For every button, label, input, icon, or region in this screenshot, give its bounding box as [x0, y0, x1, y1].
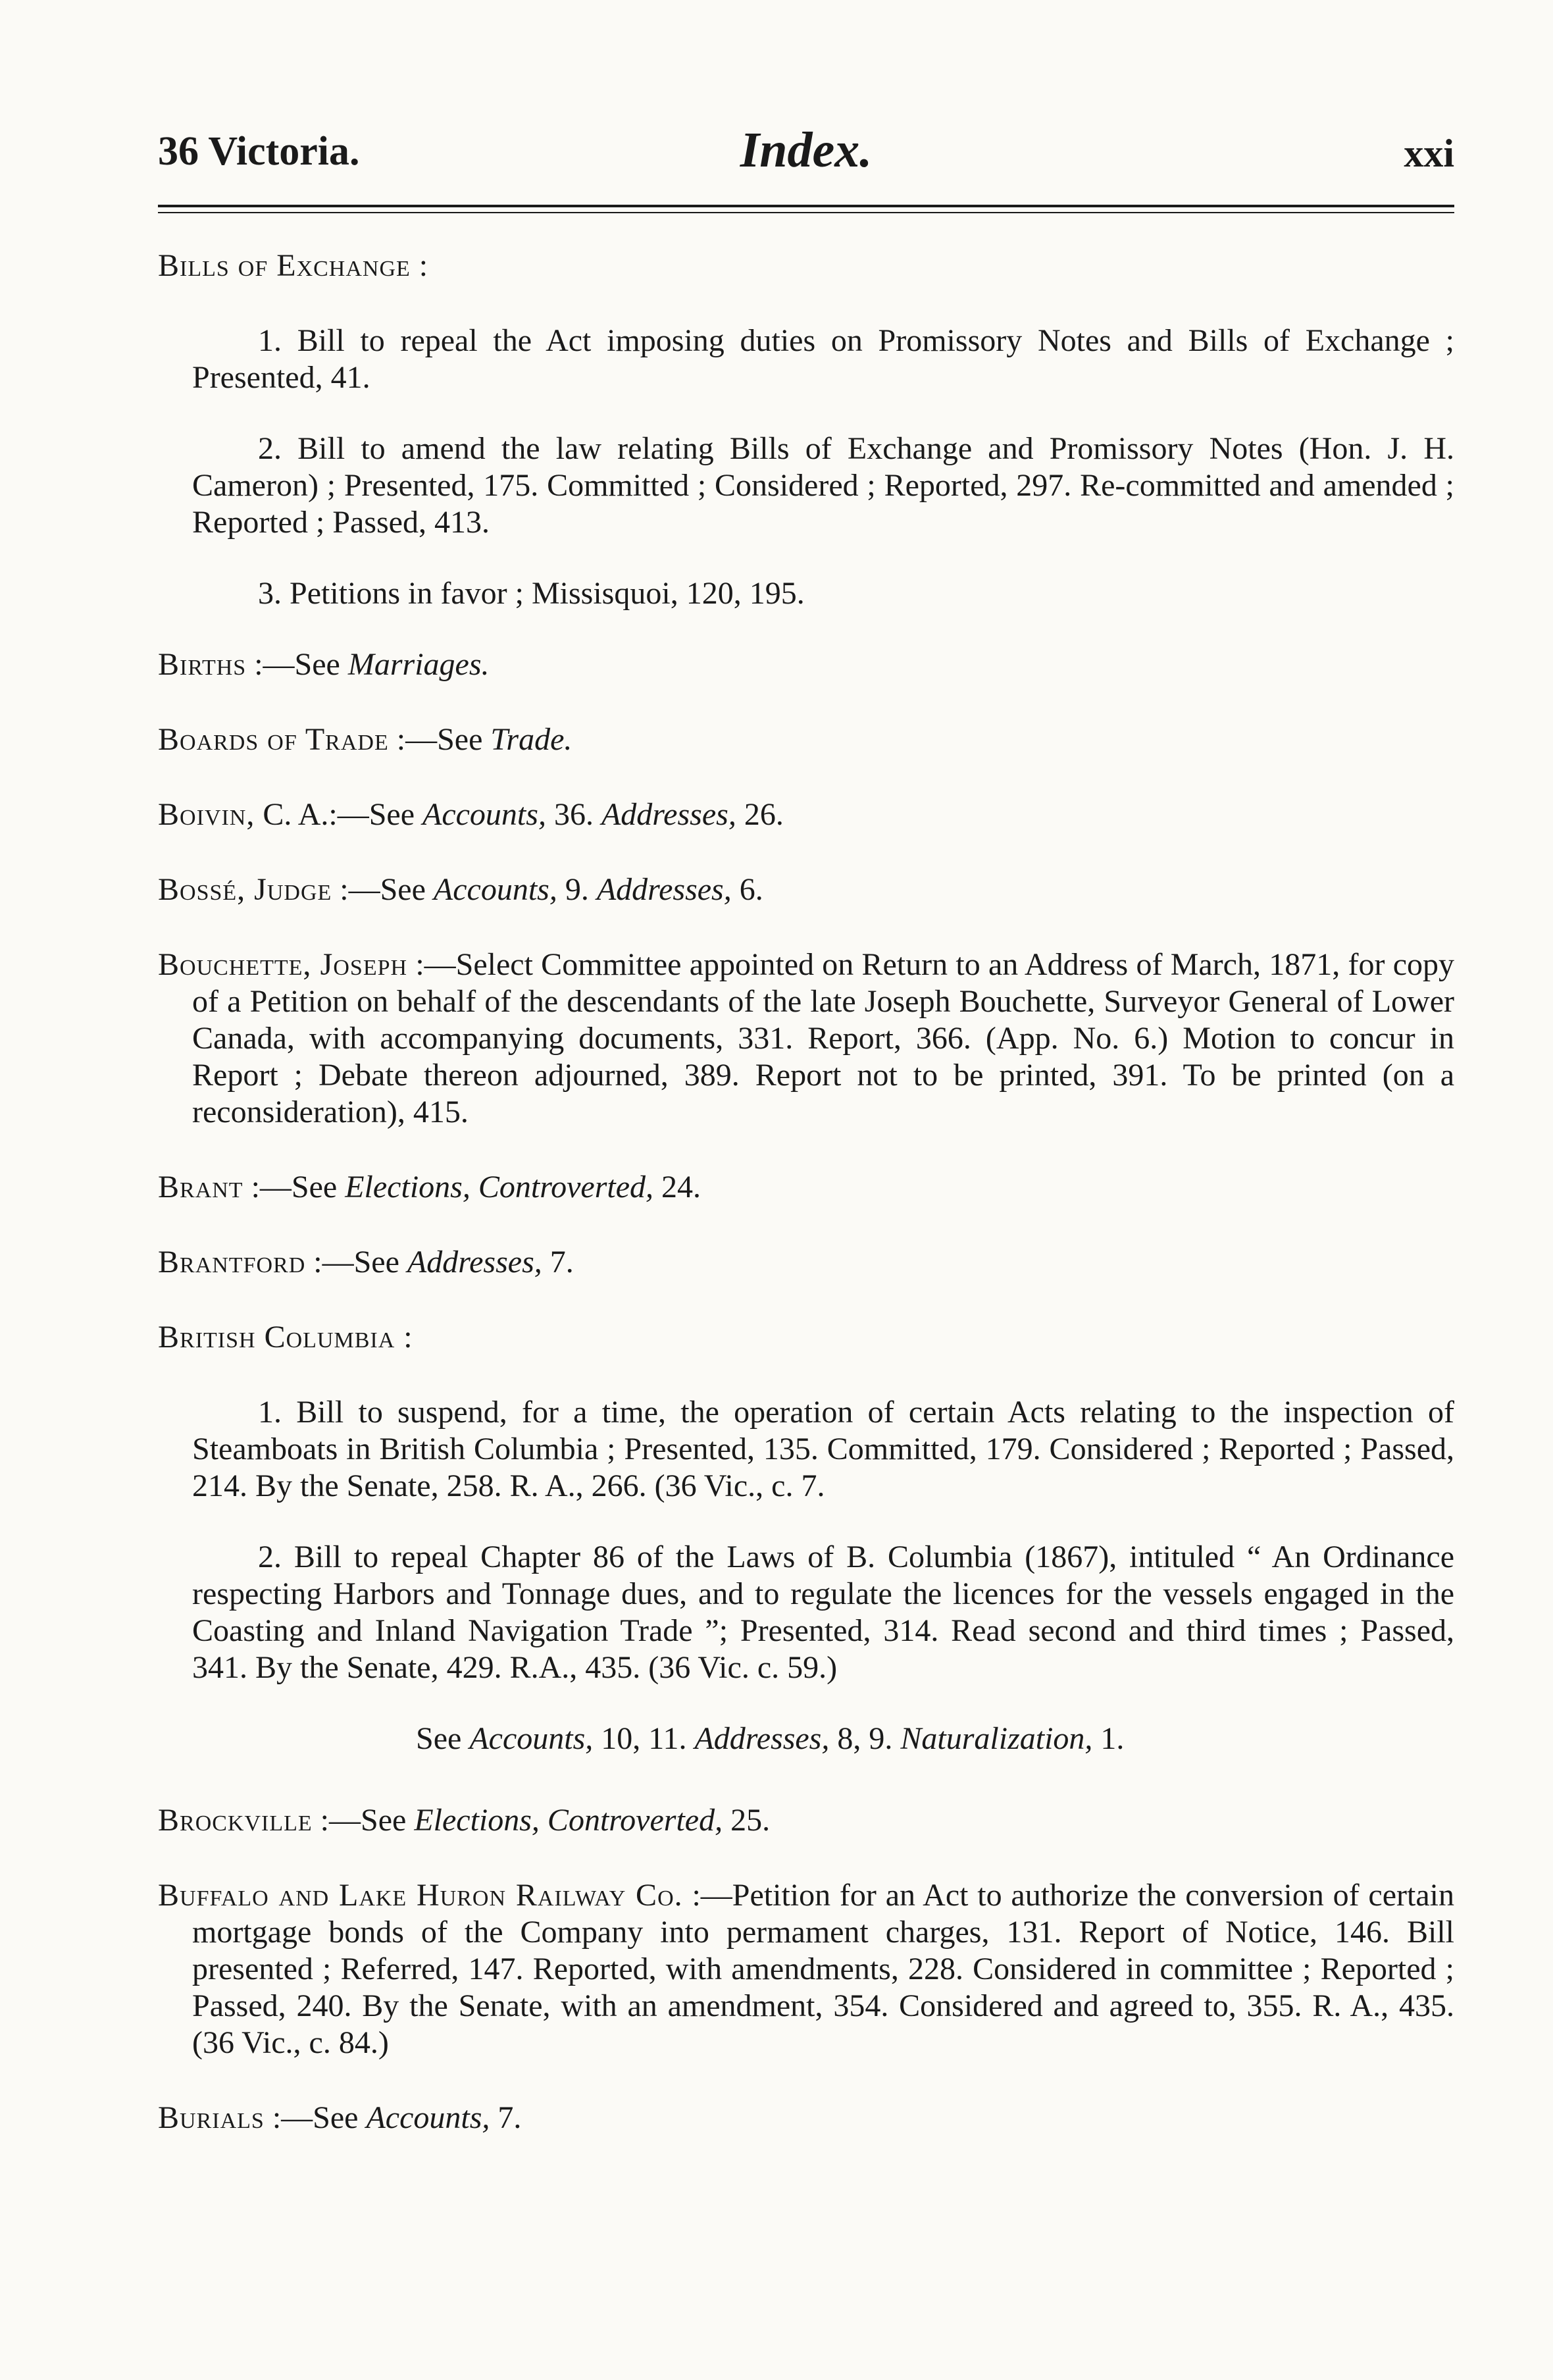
entry-boards-of-trade: Boards of Trade :—See Trade.: [158, 722, 573, 757]
header-session: 36 Victoria.: [158, 129, 360, 174]
entry-burials: Burials :—See Accounts, 7.: [158, 2100, 522, 2135]
entry-bills-of-exchange: Bills of Exchange :: [158, 248, 429, 283]
entry-births: Births :—See Marriages.: [158, 647, 490, 682]
header-rule: [158, 205, 1454, 207]
entry-brockville: Brockville :—See Elections, Controverted, 25.: [158, 1803, 771, 1838]
bills-of-exchange-item-2: 2. Bill to amend the law relating Bills of Exchange and Promissory Notes (Hon. J. H. Cameron) ; Presented, 175. Committed ; Considered ; Reported, 297. Re-committed and amended ; Reported ; Passed, 413.: [192, 431, 1454, 540]
entry-boivin: Boivin, C. A.:—See Accounts, 36. Addresses, 26.: [158, 797, 784, 832]
header-page-number: xxi: [1404, 132, 1454, 175]
entry-bouchette: Bouchette, Joseph :—Select Committee appointed on Return to an Address of March, 1871, for copy of a Petition on behalf of the descendants of the late Joseph Bouchette, Surveyor General of Lower Canada, with accompanying documents, 331. Report, 366. (App. No. 6.) Motion to concur in Report ; Debate thereon adjourned, 389. Report not to be printed, 391. To be printed (on a reconsideration), 415.: [158, 947, 1454, 1129]
header-rule-thin: [158, 212, 1454, 213]
index-content: [158, 247, 1454, 2136]
bills-of-exchange-item-3: 3. Petitions in favor ; Missisquoi, 120, 195.: [258, 576, 805, 611]
british-columbia-see-also: See Accounts, 10, 11. Addresses, 8, 9. Naturalization, 1.: [416, 1721, 1125, 1756]
entry-brant: Brant :—See Elections, Controverted, 24.: [158, 1170, 701, 1204]
british-columbia-item-1: 1. Bill to suspend, for a time, the operation of certain Acts relating to the inspection of Steamboats in British Columbia ; Presented, 135. Committed, 179. Considered ; Reported ; Passed, 214. By the Senate, 258. R. A., 266. (36 Vic., c. 7.: [192, 1395, 1454, 1503]
entry-british-columbia: British Columbia :: [158, 1320, 413, 1355]
entry-buffalo-railway: Buffalo and Lake Huron Railway Co. :—Petition for an Act to authorize the conversion of certain mortgage bonds of the Company into permament charges, 131. Report of Notice, 146. Bill presented ; Referred, 147. Reported, with amendments, 228. Considered in committee ; Reported ; Passed, 240. By the Senate, with an amendment, 354. Considered and agreed to, 355. R. A., 435. (36 Vic., c. 84.): [158, 1878, 1454, 2060]
british-columbia-item-2: 2. Bill to repeal Chapter 86 of the Laws of B. Columbia (1867), intituled “ An Ordinance respecting Harbors and Tonnage dues, and to regulate the licences for the vessels engaged in the Coasting and Inland Navigation Trade ”; Presented, 314. Read second and third times ; Passed, 341. By the Senate, 429. R.A., 435. (36 Vic. c. 59.): [192, 1539, 1454, 1685]
entry-bosse: Bossé, Judge :—See Accounts, 9. Addresses, 6.: [158, 872, 763, 907]
bills-of-exchange-item-1: 1. Bill to repeal the Act imposing duties on Promissory Notes and Bills of Exchange ; Presented, 41.: [192, 323, 1454, 395]
header-title: Index.: [740, 122, 873, 178]
entry-brantford: Brantford :—See Addresses, 7.: [158, 1245, 574, 1280]
page-header: [158, 122, 1454, 188]
